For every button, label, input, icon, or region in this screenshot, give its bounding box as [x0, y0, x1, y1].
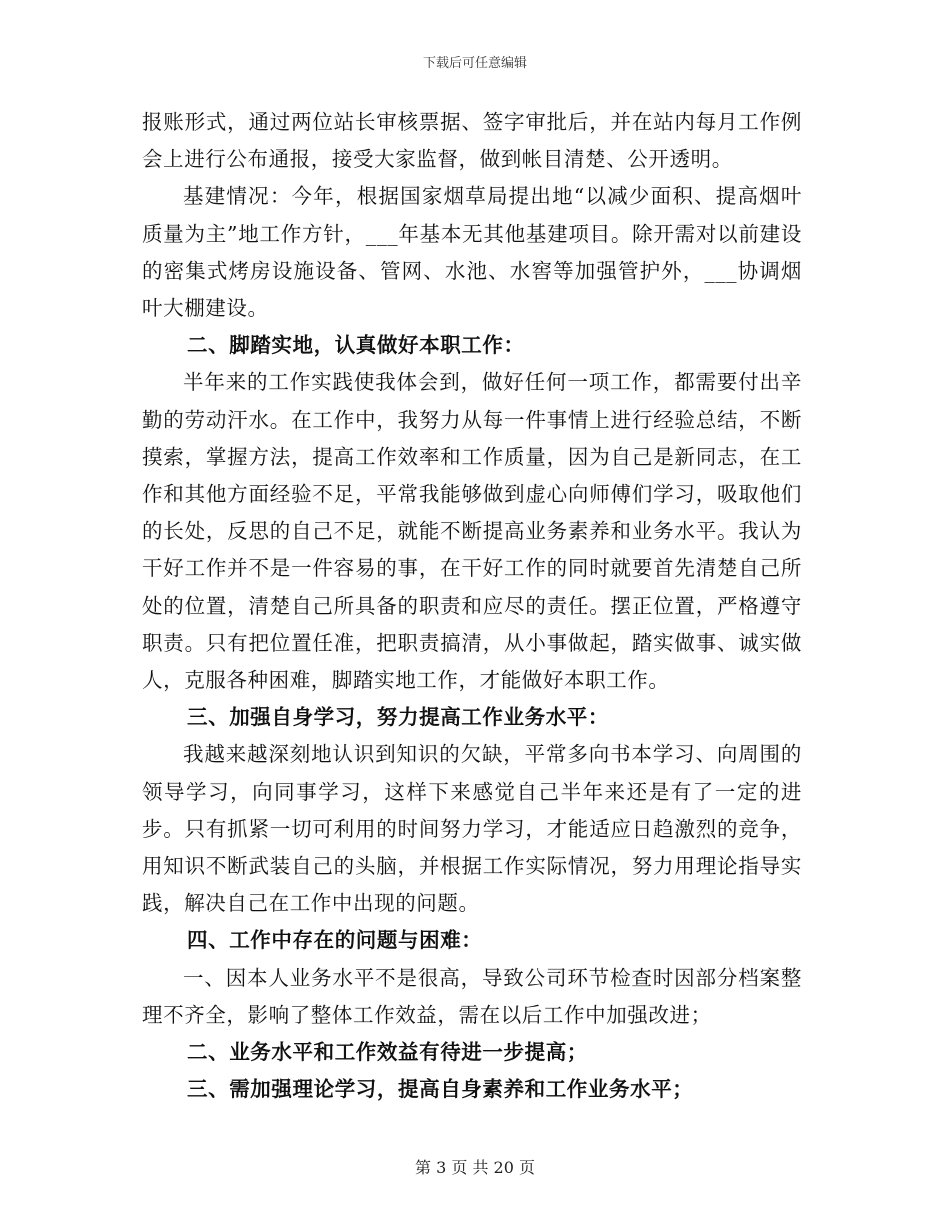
paragraph-reimbursement: 报账形式，通过两位站长审核票据、签字审批后，并在站内每月工作例会上进行公布通报，接受大家监督，做到帐目清楚、公开透明。	[142, 110, 802, 172]
problem-item-2: 二、业务水平和工作效益有待进一步提高；	[187, 1040, 588, 1065]
paragraph-work-practice: 半年来的工作实践使我体会到，做好任何一项工作，都需要付出辛勤的劳动汗水。在工作中，我努力从每一件事情上进行经验总结，不断摸索，掌握方法，提高工作效率和工作质量，因为自己是新同志，在工作和其他方面经验不足，平常我能够做到虚心向师傅们学习，吸取他们的长处，反思的自己不足，就能不断提高业务素养和业务水平。我认为干好工作并不是一件容易的事，在干好工作的同时就要首先清楚自己所处的位置，清楚自己所具备的职责和应尽的责任。摆正位置，严格遵守职责。只有把位置任准，把职责搞清，从小事做起，踏实做事、诚实做人，克服各种困难，脚踏实地工作，才能做好本职工作。	[142, 370, 802, 693]
paragraph-self-study: 我越来越深刻地认识到知识的欠缺，平常多向书本学习、向周围的领导学习，向同事学习，这样下来感觉自己半年来还是有了一定的进步。只有抓紧一切可利用的时间努力学习，才能适应日趋激烈的竞争，用知识不断武装自己的头脑，并根据工作实际情况，努力用理论指导实践，解决自己在工作中出现的问题。	[142, 742, 802, 916]
section-heading-3: 三、加强自身学习，努力提高工作业务水平：	[187, 705, 609, 730]
section-heading-2: 二、脚踏实地，认真做好本职工作：	[187, 333, 525, 358]
problem-item-3: 三、需加强理论学习，提高自身素养和工作业务水平；	[187, 1077, 694, 1102]
section-heading-4: 四、工作中存在的问题与困难：	[187, 928, 483, 953]
page-number: 第 3 页 共 20 页	[415, 1158, 535, 1177]
paragraph-problem-1: 一、因本人业务水平不是很高，导致公司环节检查时因部分档案整理不齐全，影响了整体工作效益，需在以后工作中加强改进；	[142, 965, 802, 1027]
document-body	[142, 104, 802, 1108]
page-header: 下载后可任意编辑	[422, 56, 527, 71]
paragraph-infrastructure: 基建情况：今年，根据国家烟草局提出地“以减少面积、提高烟叶质量为主”地工作方针，___年基本无其他基建项目。除开需对以前建设的密集式烤房设施设备、管网、水池、水窖等加强管护外，___协调烟叶大棚建设。	[142, 184, 802, 321]
